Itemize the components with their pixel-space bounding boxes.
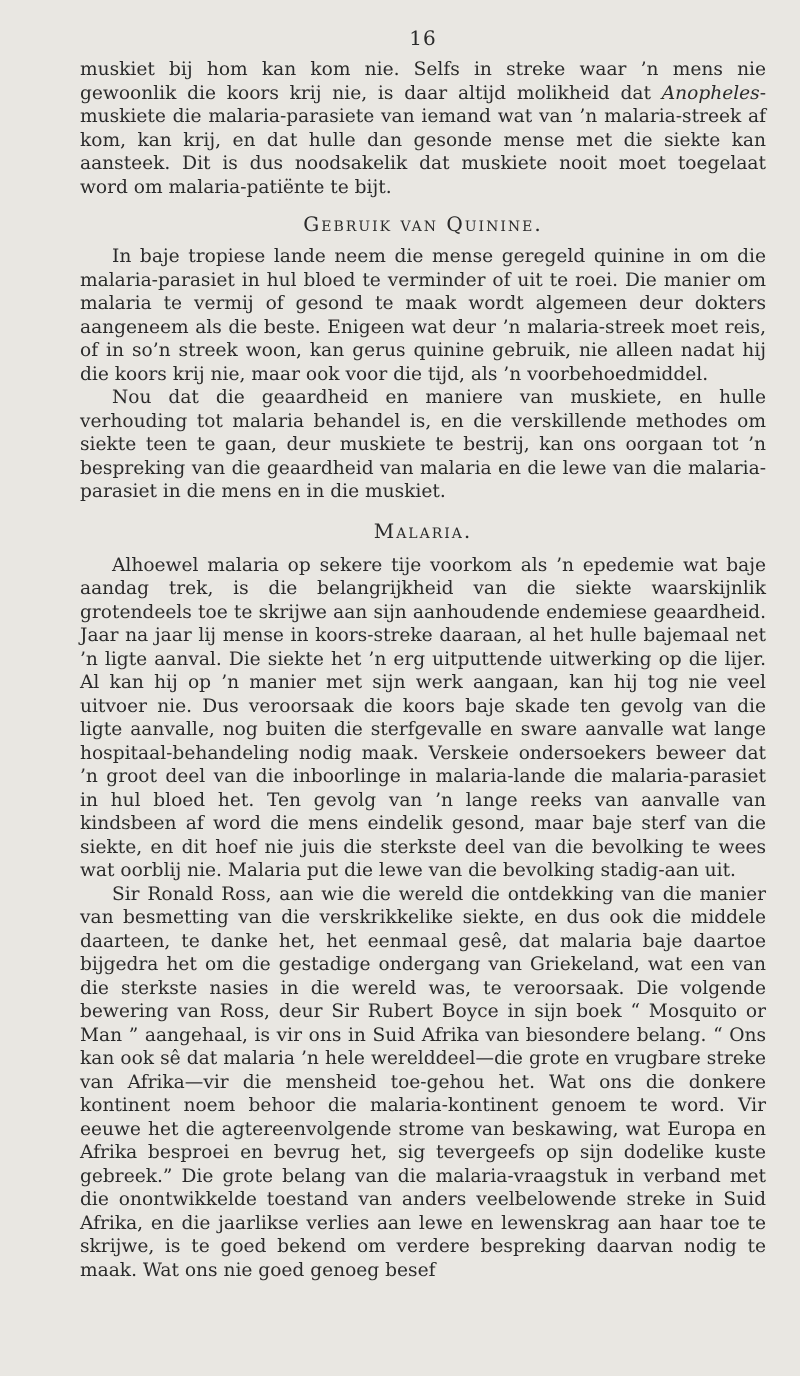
page-number: 16 xyxy=(409,26,437,50)
section-heading-quinine: Gebruik van Quinine. xyxy=(303,212,543,236)
paragraph-text: -muskiete die malaria-parasiete van iemand wat van ’n malaria-streek af kom, kan krij, en dat hulle dan gesonde mense met die siekte kan aansteek. Dit is dus noodsakelik dat muskiete nooit moet toegelaat word om malaria-patiënte te bijt. xyxy=(80,82,766,198)
section-heading-malaria: Malaria. xyxy=(373,518,473,543)
paragraph-ronald-ross: Sir Ronald Ross, aan wie die wereld die ontdekking van die manier van besmetting van die verskrikkelike siekte, en dus ook die middele daarteen, te danke het, het eenmaal gesê, dat malaria baje daartoe bijgedra het om die gestadige ondergang van Griekeland, wat een van die sterkste nasies in die wereld was, te veroorsaak. Die volgende bewering van Ross, deur Sir Rubert Boyce in sijn boek “ Mosquito or Man ” aangehaal, is vir ons in Suid Afrika van biesondere belang. “ Ons kan ook sê dat malaria ’n hele werelddeel—die grote en vrugbare streke van Afrika—vir die mensheid toe-gehou het. Wat ons die donkere kontinent noem behoor die malaria-kontinent genoem te word. Vir eeuwe het die agtereenvolgende strome van beskawing, wat Europa en Afrika besproei en bevrug het, sig tevergeefs op sijn dodelike kuste gebreek.” Die grote belang van die malaria-vraagstuk in verband met die onontwikkelde toestand van anders veelbelowende streke in Suid Afrika, en die jaarlikse verlies aan lewe en lewenskrag aan haar toe te skrijwe, is te goed bekend om verdere bespreking daarvan nodig te maak. Wat ons nie goed genoeg besef xyxy=(80,883,766,1281)
paragraph-transition: Nou dat die geaardheid en maniere van muskiete, en hulle verhouding tot malaria behandel is, en die verskillende methodes om siekte teen te gaan, deur muskiete te bestrij, kan ons oorgaan tot ’n bespreking van die geaardheid van malaria en die lewe van die malaria-parasiet in die mens en in die muskiet. xyxy=(80,387,766,502)
species-name: Anopheles xyxy=(661,82,760,104)
paragraph-malaria-endemic: Alhoewel malaria op sekere tije voorkom als ’n epedemie wat baje aandag trek, is die belangrijkheid van die siekte waarskijnlik grotendeels toe te skrijwe aan sijn aanhoudende endemiese geaardheid. Jaar na jaar lij mense in koors-streke daaraan, al het hulle bajemaal net ’n ligte aanval. Die siekte het ’n erg uitputtende uitwerking op die lijer. Al kan hij op ’n manier met sijn werk aangaan, kan hij tog nie veel uitvoer nie. Dus veroorsaak die koors baje skade ten gevolg van die ligte aanvalle, nog buiten die sterfgevalle en sware aanvalle wat lange hospitaal-behandeling nodig maak. Verskeie ondersoekers beweer dat ’n groot deel van die inboorlinge in malaria-lande die malaria-parasiet in hul bloed het. Ten gevolg van ’n lange reeks van aanvalle van kindsbeen af word die mens eindelik gesond, maar baje sterf van die siekte, en dit hoef nie juis die sterkste deel van die bevolking te wees wat oorblij nie. Malaria put die lewe van die bevolking stadig-aan uit. xyxy=(80,554,766,881)
paragraph-quinine-use: In baje tropiese lande neem die mense geregeld quinine in om die malaria-parasiet in hul bloed te verminder of uit te roei. Die manier om malaria te vermij of gesond te maak wordt algemeen deur dokters aangeneem als die beste. Enigeen wat deur ’n malaria-streek moet reis, of in so’n streek woon, kan gerus quinine gebruik, nie alleen nadat hij die koors krij nie, maar ook voor die tijd, als ’n voorbehoedmiddel. xyxy=(80,246,766,385)
document-page xyxy=(80,24,766,1354)
paragraph-mosquito-contact xyxy=(80,58,766,199)
paragraph-text: muskiet bij hom kan kom nie. Selfs in streke waar ’n mens nie gewoonlik die koors krij nie, is daar altijd molikheid dat xyxy=(80,59,766,104)
